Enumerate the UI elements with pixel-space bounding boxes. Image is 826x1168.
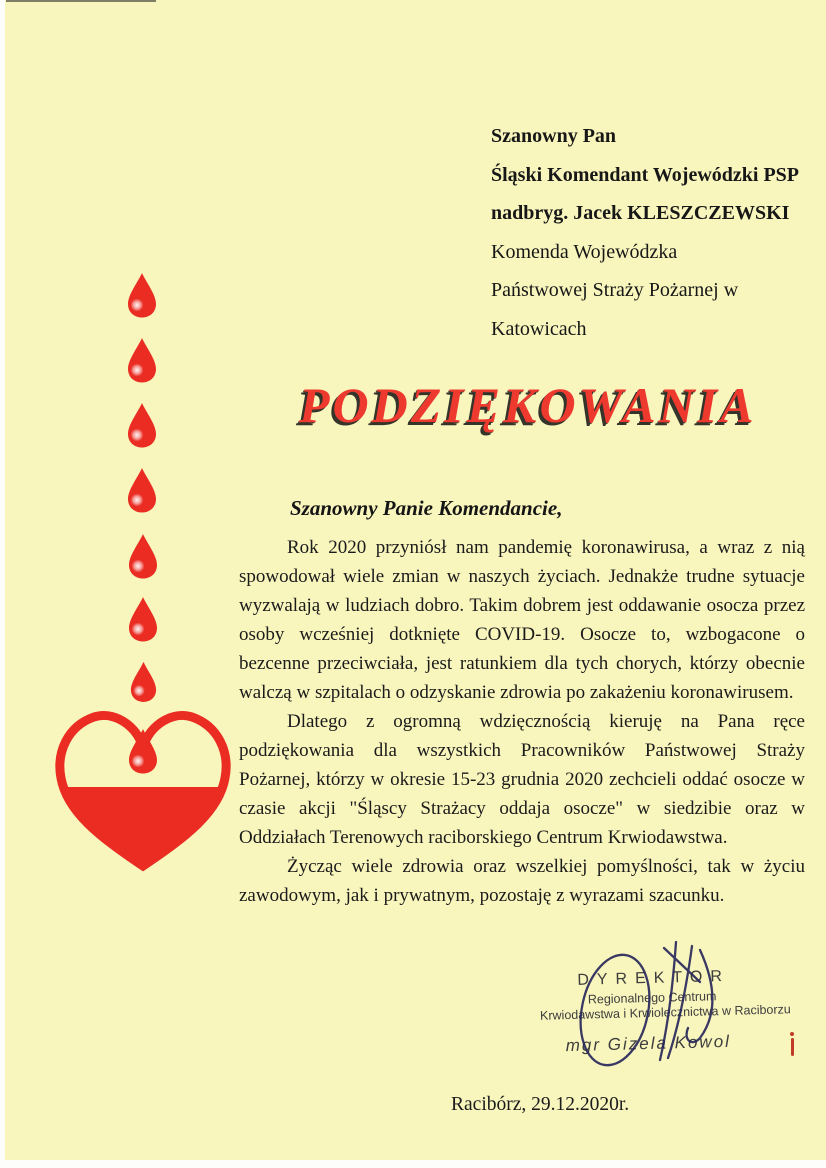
recipient-line: Państwowej Straży Pożarnej w Katowicach [491, 279, 739, 340]
blood-drops-heart-graphic [48, 265, 238, 875]
blood-drop-icon [129, 597, 157, 642]
letter-body [239, 533, 805, 910]
blood-drop-icon [128, 273, 156, 318]
recipient-block [491, 117, 826, 348]
blood-drop-icon [128, 403, 156, 448]
scan-artifact-red-mark [791, 1038, 794, 1056]
stamp-line: Regionalnego Centrum [587, 989, 717, 1007]
recipient-line: Śląski Komendant Wojewódzki PSP [491, 163, 800, 186]
blood-drop-icon [128, 468, 156, 513]
salutation: Szanowny Panie Komendancie, [290, 496, 563, 520]
signature-name: mgr Gizela Kowol [565, 1031, 732, 1056]
letter-title: PODZIĘKOWANIA [299, 377, 757, 433]
blood-drop-icon [131, 662, 156, 702]
stamp-line: Krwiodawstwa i Krwiolecznictwa w Raciborzu [539, 1002, 791, 1023]
recipient-line: nadbryg. Jacek KLESZCZEWSKI [491, 202, 790, 224]
recipient-line: Komenda Wojewódzka [491, 240, 678, 263]
handwritten-signature [560, 930, 730, 1080]
blood-drop-icon [129, 534, 157, 579]
blood-drop-icon [128, 338, 156, 383]
body-paragraph: Dlatego z ogromną wdzięcznością kieruję na Pana ręce podziękowania dla wszystkich Pracowników Państwowej Straży Pożarnej, którzy w okresie 15-23 grudnia 2020 zechcieli oddać osocze w czasie akcji "Śląscy Strażacy oddaja osocze" w siedzibie oraz w Oddziałach Terenowych raciborskiego Centrum Krwiodawstwa. [239, 711, 805, 848]
scan-artifact-line [6, 0, 156, 2]
recipient-line: Szanowny Pan [491, 125, 617, 147]
body-paragraph: Rok 2020 przyniósł nam pandemię koronawirusa, a wraz z nią spowodował wiele zmian w naszych życiach. Jednakże trudne sytuacje wyzwalają w ludziach dobro. Takim dobrem jest oddawanie osocza przez osoby wcześniej dotknięte COVID-19. Osocze to, wzbogacone o bezcenne przeciwciała, jest ratunkiem dla tych chorych, którzy obecnie walczą w szpitalach o odzyskanie zdrowia po zakażeniu koronawirusem. [239, 537, 805, 703]
stamp-title: DYREKTOR [577, 967, 731, 989]
body-paragraph: Życząc wiele zdrowia oraz wszelkiej pomyślności, tak w życiu zawodowym, jak i prywatnym, pozostaję z wyrazami szacunku. [239, 856, 805, 906]
date-line: Racibórz, 29.12.2020r. [451, 1094, 630, 1115]
